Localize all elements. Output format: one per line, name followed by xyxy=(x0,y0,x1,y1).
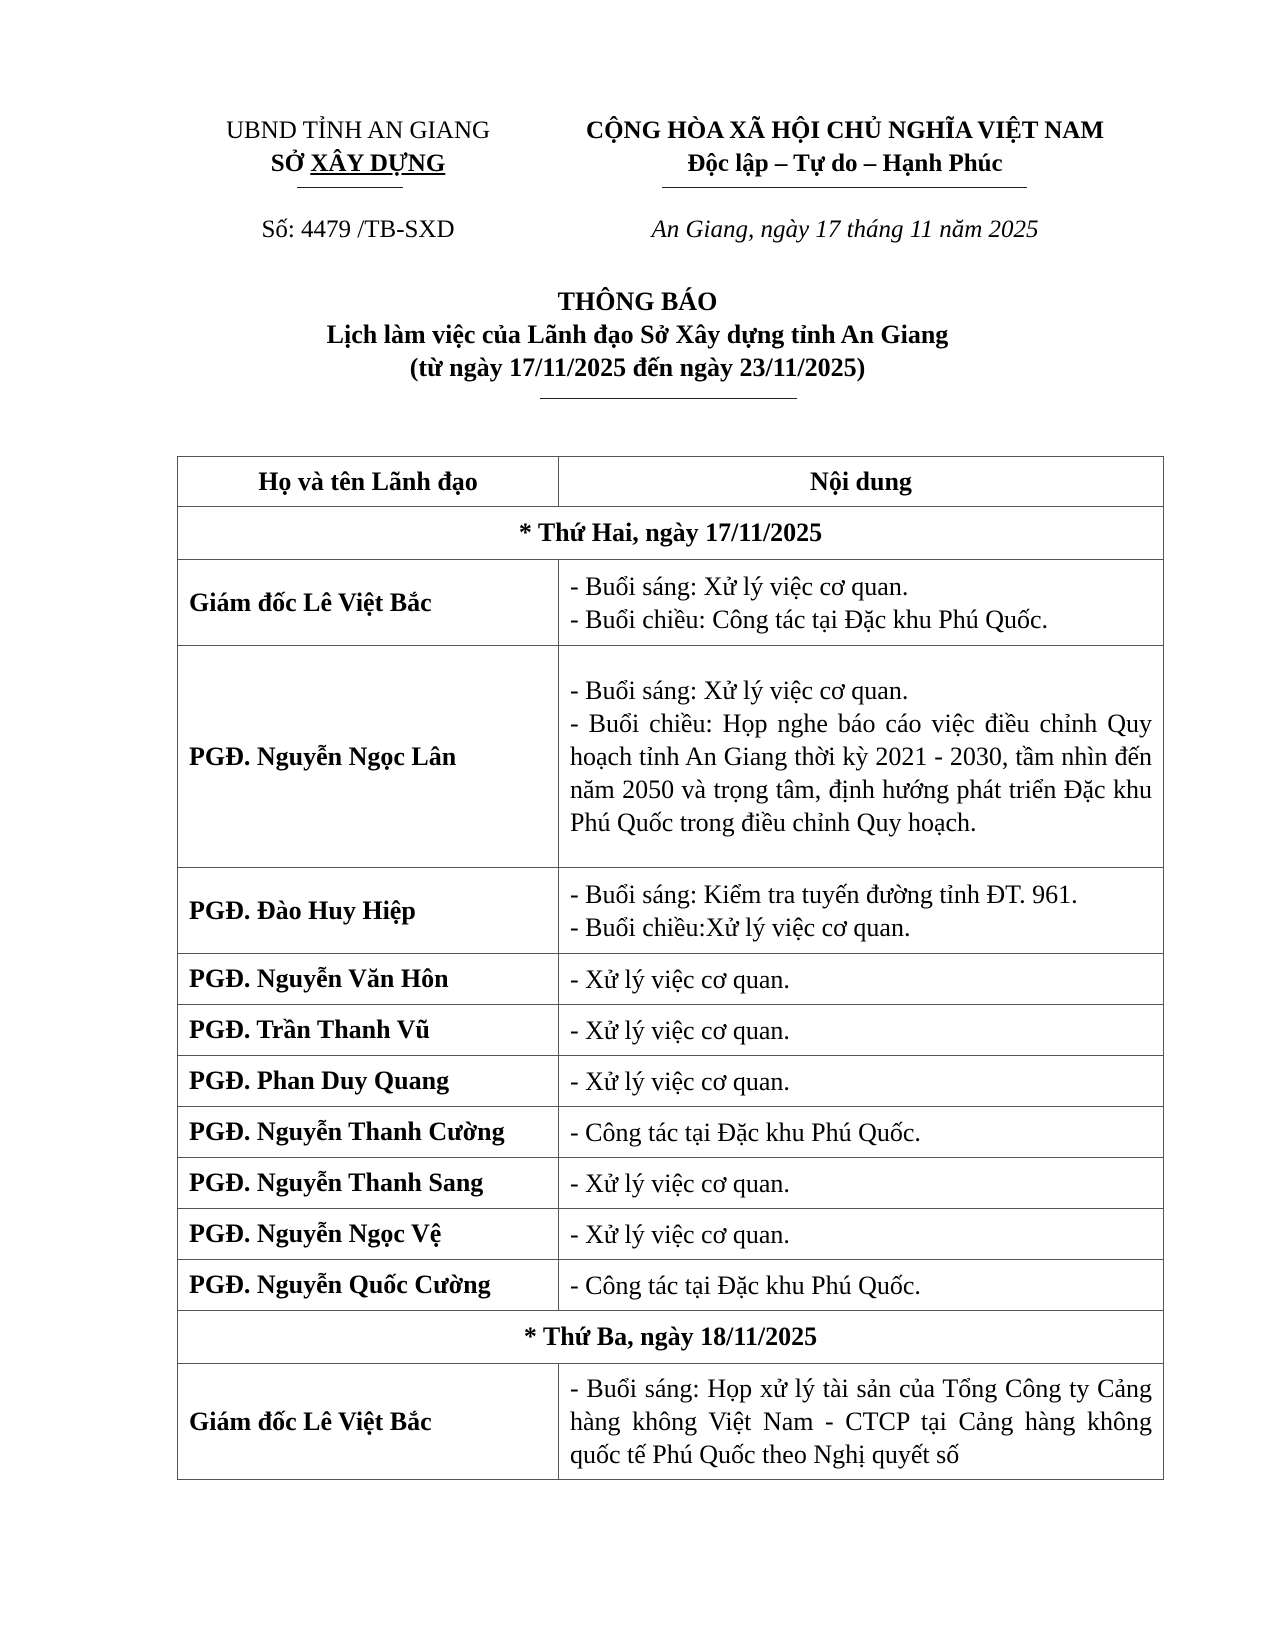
schedule-line: - Xử lý việc cơ quan. xyxy=(570,1219,790,1249)
schedule-content xyxy=(559,1364,1164,1480)
leader-name: PGĐ. Nguyễn Thanh Sang xyxy=(178,1158,559,1209)
place-date: An Giang, ngày 17 tháng 11 năm 2025 xyxy=(651,216,1039,243)
schedule-line: - Buổi sáng: Họp xử lý tài sản của Tổng Công ty Cảng hàng không Việt Nam - CTCP tại Cảng hàng không quốc tế Phú Quốc theo Nghị quyết số xyxy=(570,1374,1152,1469)
nation-name: CỘNG HÒA XÃ HỘI CHỦ NGHĨA VIỆT NAM xyxy=(586,117,1104,144)
schedule-line: - Xử lý việc cơ quan. xyxy=(570,1015,790,1045)
doc-subject: Lịch làm việc của Lãnh đạo Sở Xây dựng tỉnh An Giang xyxy=(326,320,949,349)
schedule-line: - Xử lý việc cơ quan. xyxy=(570,964,790,994)
leader-name: Giám đốc Lê Việt Bắc xyxy=(178,1364,559,1480)
schedule-line: - Buổi sáng: Kiểm tra tuyến đường tỉnh ĐT. 961. xyxy=(570,879,1078,909)
schedule-content xyxy=(559,1005,1164,1056)
agency-rule xyxy=(297,187,403,188)
leader-row xyxy=(178,646,1164,868)
schedule-content xyxy=(559,646,1164,868)
schedule-content xyxy=(559,1260,1164,1311)
schedule-content xyxy=(559,1056,1164,1107)
table-header-row xyxy=(178,457,1164,507)
leader-name: PGĐ. Phan Duy Quang xyxy=(178,1056,559,1107)
leader-name: PGĐ. Trần Thanh Vũ xyxy=(178,1005,559,1056)
title-rule xyxy=(540,398,797,399)
leader-row xyxy=(178,1260,1164,1311)
schedule-content xyxy=(559,1209,1164,1260)
motto-rule xyxy=(662,187,1027,188)
motto: Độc lập – Tự do – Hạnh Phúc xyxy=(687,150,1003,177)
schedule-content xyxy=(559,560,1164,646)
agency-name xyxy=(198,149,518,179)
schedule-line: - Công tác tại Đặc khu Phú Quốc. xyxy=(570,1117,921,1147)
leader-row xyxy=(178,1364,1164,1480)
leader-name: PGĐ. Đào Huy Hiệp xyxy=(178,868,559,954)
schedule-line: - Buổi chiều:Xử lý việc cơ quan. xyxy=(570,912,911,942)
day-row xyxy=(178,507,1164,560)
schedule-content xyxy=(559,1158,1164,1209)
leader-row xyxy=(178,1158,1164,1209)
leader-name: PGĐ. Nguyễn Thanh Cường xyxy=(178,1107,559,1158)
leader-row xyxy=(178,560,1164,646)
leader-name: PGĐ. Nguyễn Ngọc Vệ xyxy=(178,1209,559,1260)
schedule-line: - Xử lý việc cơ quan. xyxy=(570,1168,790,1198)
schedule-line: - Buổi sáng: Xử lý việc cơ quan. xyxy=(570,676,909,705)
leader-row xyxy=(178,868,1164,954)
doc-type-title: THÔNG BÁO xyxy=(557,287,718,316)
agency-prefix: SỞ xyxy=(270,150,311,177)
agency-underlined: XÂY DỰNG xyxy=(310,150,446,177)
schedule-line: - Buổi chiều: Họp nghe báo cáo việc điều chỉnh Quy hoạch tỉnh An Giang thời kỳ 2021 - 2030, tầm nhìn đến năm 2050 và trọng tâm, định hướng phát triển Đặc khu Phú Quốc trong điều chỉnh Quy hoạch. xyxy=(570,709,1152,837)
schedule-table xyxy=(177,456,1164,1480)
column-header-name: Họ và tên Lãnh đạo xyxy=(178,457,559,507)
leader-row xyxy=(178,954,1164,1005)
schedule-content xyxy=(559,954,1164,1005)
leader-name: Giám đốc Lê Việt Bắc xyxy=(178,560,559,646)
schedule-line: - Buổi sáng: Xử lý việc cơ quan. xyxy=(570,571,909,601)
leader-name: PGĐ. Nguyễn Văn Hôn xyxy=(178,954,559,1005)
column-header-content: Nội dung xyxy=(559,457,1164,507)
agency-parent: UBND TỈNH AN GIANG xyxy=(225,117,491,144)
day-row xyxy=(178,1311,1164,1364)
doc-number: Số: 4479 /TB-SXD xyxy=(261,216,455,243)
schedule-content xyxy=(559,1107,1164,1158)
schedule-content xyxy=(559,868,1164,954)
leader-row xyxy=(178,1005,1164,1056)
day-label: * Thứ Ba, ngày 18/11/2025 xyxy=(178,1311,1164,1364)
leader-row xyxy=(178,1209,1164,1260)
schedule-line: - Xử lý việc cơ quan. xyxy=(570,1066,790,1096)
schedule-line: - Công tác tại Đặc khu Phú Quốc. xyxy=(570,1270,921,1300)
day-label: * Thứ Hai, ngày 17/11/2025 xyxy=(178,507,1164,560)
leader-name: PGĐ. Nguyễn Ngọc Lân xyxy=(178,646,559,868)
leader-row xyxy=(178,1107,1164,1158)
doc-period: (từ ngày 17/11/2025 đến ngày 23/11/2025) xyxy=(409,353,866,382)
schedule-line: - Buổi chiều: Công tác tại Đặc khu Phú Quốc. xyxy=(570,604,1049,634)
leader-row xyxy=(178,1056,1164,1107)
leader-name: PGĐ. Nguyễn Quốc Cường xyxy=(178,1260,559,1311)
